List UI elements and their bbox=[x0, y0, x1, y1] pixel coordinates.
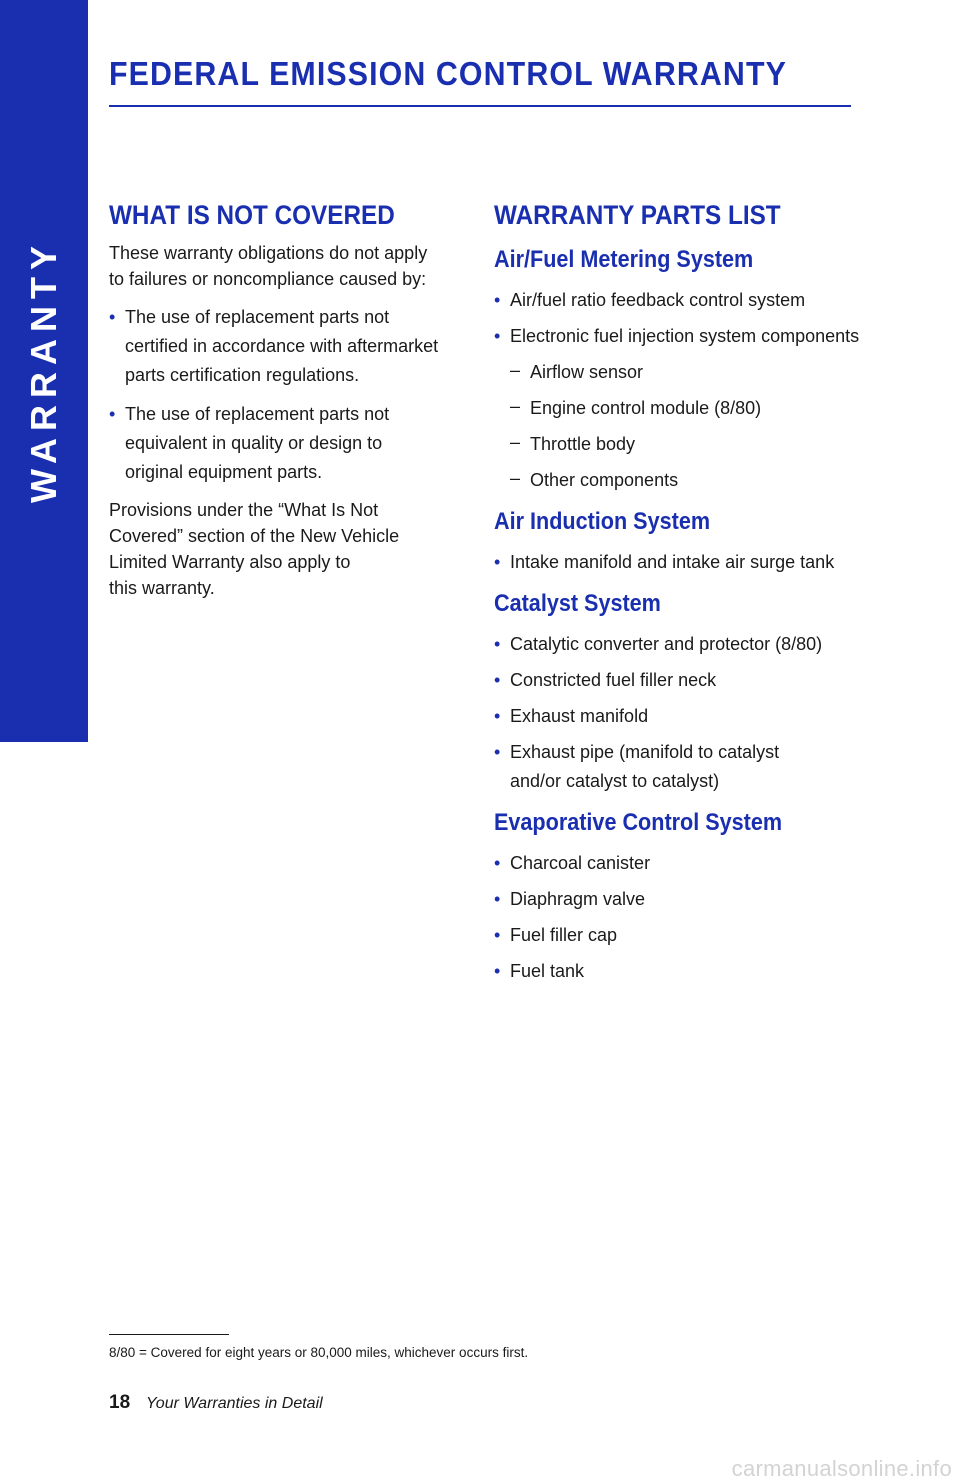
not-covered-column bbox=[109, 196, 449, 612]
list-item: • Constricted fuel filler neck bbox=[494, 666, 894, 695]
list-item: – Other components bbox=[510, 466, 894, 495]
list-item: • Charcoal canister bbox=[494, 849, 894, 878]
list-item: • The use of replacement parts not equivalent in quality or design to original equipment parts. bbox=[109, 400, 449, 487]
list-item: • Fuel tank bbox=[494, 957, 894, 986]
page-number: 18 bbox=[109, 1392, 131, 1413]
not-covered-list bbox=[109, 303, 449, 487]
list-item: • Catalytic converter and protector (8/80) bbox=[494, 630, 894, 659]
list-item: • Exhaust manifold bbox=[494, 702, 894, 731]
air-fuel-heading: Air/Fuel Metering System bbox=[494, 246, 754, 273]
title-divider bbox=[109, 105, 851, 107]
list-item: – Airflow sensor bbox=[510, 358, 894, 387]
list-item: • Electronic fuel injection system components bbox=[494, 322, 894, 351]
list-item: • Intake manifold and intake air surge tank bbox=[494, 548, 894, 577]
provisions-note: Provisions under the “What Is Not Covered” section of the New Vehicle Limited Warranty also apply to this warranty. bbox=[109, 500, 400, 598]
catalyst-list bbox=[494, 630, 894, 796]
catalyst-heading: Catalyst System bbox=[494, 590, 661, 617]
sidebar-section-label: WARRANTY bbox=[23, 239, 64, 503]
parts-list-heading: WARRANTY PARTS LIST bbox=[494, 200, 781, 230]
air-induction-list bbox=[494, 548, 894, 577]
not-covered-intro: These warranty obligations do not apply to failures or noncompliance caused by: bbox=[109, 243, 428, 289]
footnote: 8/80 = Covered for eight years or 80,000 miles, whichever occurs first. bbox=[109, 1345, 529, 1360]
evaporative-list bbox=[494, 849, 894, 986]
list-item: – Engine control module (8/80) bbox=[510, 394, 894, 423]
page-title: FEDERAL EMISSION CONTROL WARRANTY bbox=[109, 55, 787, 92]
parts-list-column bbox=[494, 196, 894, 993]
watermark-text: carmanualsonline.info bbox=[731, 1456, 952, 1481]
air-fuel-list bbox=[494, 286, 894, 351]
not-covered-heading: WHAT IS NOT COVERED bbox=[109, 200, 395, 230]
list-item: – Throttle body bbox=[510, 430, 894, 459]
list-item: • Air/fuel ratio feedback control system bbox=[494, 286, 894, 315]
list-item: • Exhaust pipe (manifold to catalyst and/or catalyst to catalyst) bbox=[494, 738, 894, 796]
fuel-injection-sublist bbox=[510, 358, 894, 495]
evaporative-heading: Evaporative Control System bbox=[494, 809, 783, 836]
footer-title: Your Warranties in Detail bbox=[146, 1395, 323, 1412]
list-item: • Fuel filler cap bbox=[494, 921, 894, 950]
footnote-divider bbox=[109, 1334, 229, 1335]
air-induction-heading: Air Induction System bbox=[494, 508, 711, 535]
list-item: • Diaphragm valve bbox=[494, 885, 894, 914]
list-item: • The use of replacement parts not certified in accordance with aftermarket parts certification regulations. bbox=[109, 303, 449, 390]
sidebar-section-tab bbox=[0, 0, 88, 742]
